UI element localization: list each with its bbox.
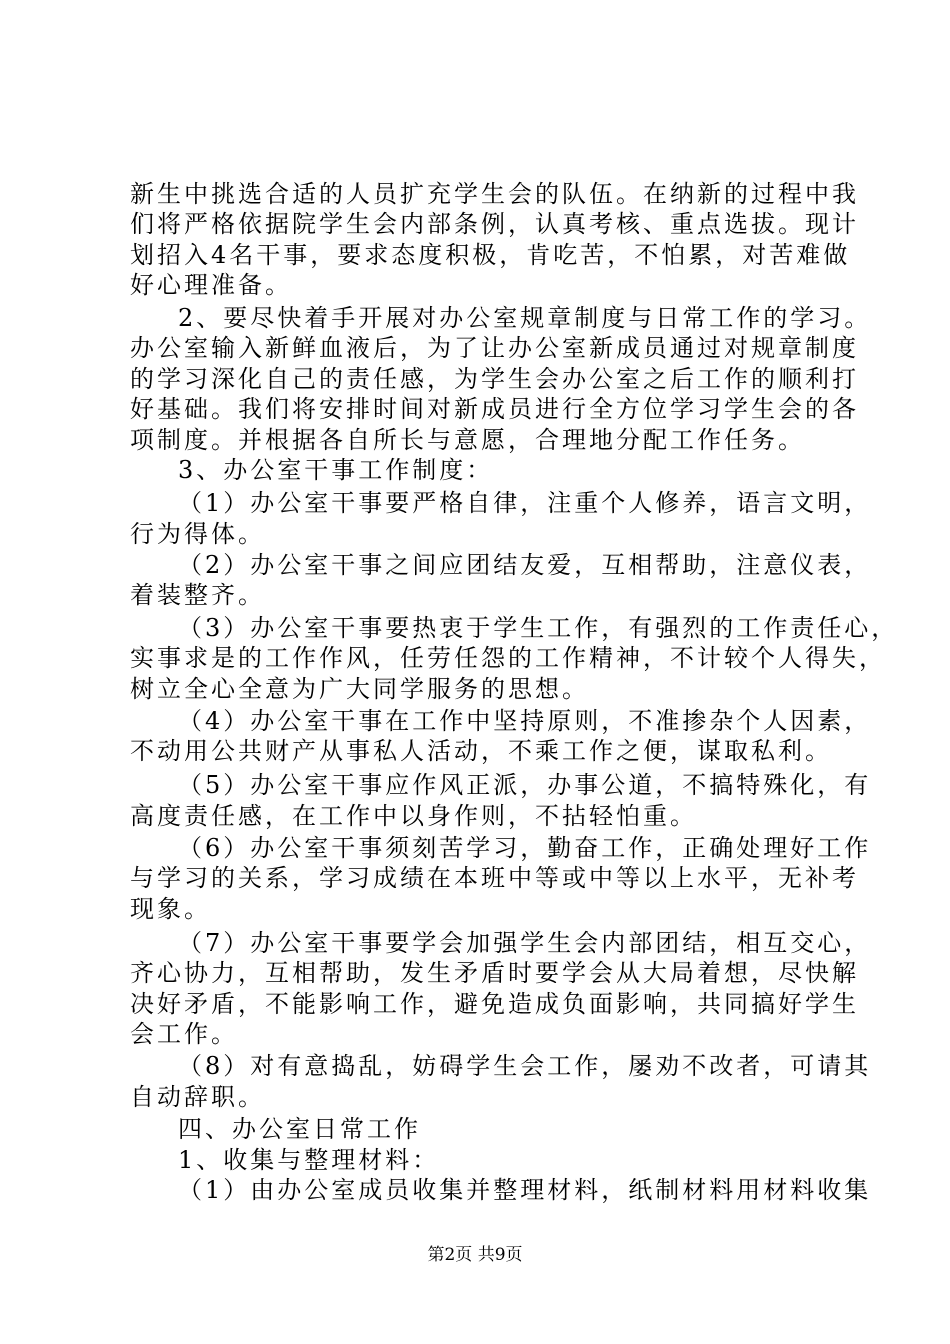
text-line: 现象。 bbox=[130, 895, 211, 923]
text-line: 3、办公室干事工作制度： bbox=[178, 456, 494, 484]
text-line: （1）办公室干事要严格自律，注重个人修养，语言文明， bbox=[178, 489, 872, 517]
text-line: 决好矛盾，不能影响工作，避免造成负面影响，共同搞好学生 bbox=[130, 990, 859, 1018]
text-line: 不动用公共财产从事私人活动，不乘工作之便，谋取私利。 bbox=[130, 737, 832, 765]
text-line: 自动辞职。 bbox=[130, 1083, 265, 1111]
text-line: 行为得体。 bbox=[130, 520, 265, 548]
text-line: 实事求是的工作作风，任劳任怨的工作精神，不计较个人得失， bbox=[130, 644, 886, 672]
text-line: 齐心协力，互相帮助，发生矛盾时要学会从大局着想，尽快解 bbox=[130, 959, 859, 987]
page-footer: 第2页 共9页 bbox=[427, 1245, 523, 1265]
text-line: （6）办公室干事须刻苦学习，勤奋工作，正确处理好工作 bbox=[178, 834, 872, 862]
text-line: （8）对有意捣乱，妨碍学生会工作，屡劝不改者，可请其 bbox=[178, 1052, 872, 1080]
text-line: （2）办公室干事之间应团结友爱，互相帮助，注意仪表， bbox=[178, 551, 872, 579]
text-line: 四、办公室日常工作 bbox=[178, 1115, 421, 1143]
text-line: 的学习深化自己的责任感，为学生会办公室之后工作的顺利打 bbox=[130, 365, 859, 393]
text-line: 1、收集与整理材料： bbox=[178, 1146, 440, 1174]
text-line: 高度责任感，在工作中以身作则，不拈轻怕重。 bbox=[130, 802, 697, 830]
text-line: 树立全心全意为广大同学服务的思想。 bbox=[130, 675, 589, 703]
text-line: 项制度。并根据各自所长与意愿，合理地分配工作任务。 bbox=[130, 426, 805, 454]
text-line: （4）办公室干事在工作中坚持原则，不准掺杂个人因素， bbox=[178, 707, 872, 735]
text-line: 会工作。 bbox=[130, 1020, 238, 1048]
text-line: 着装整齐。 bbox=[130, 581, 265, 609]
text-line: 好基础。我们将安排时间对新成员进行全方位学习学生会的各 bbox=[130, 395, 859, 423]
text-line: 2、要尽快着手开展对办公室规章制度与日常工作的学习。 bbox=[178, 304, 872, 332]
text-line: （1）由办公室成员收集并整理材料，纸制材料用材料收集 bbox=[178, 1176, 872, 1204]
text-line: 新生中挑选合适的人员扩充学生会的队伍。在纳新的过程中我 bbox=[130, 180, 859, 208]
text-line: （3）办公室干事要热衷于学生工作，有强烈的工作责任心， bbox=[178, 614, 899, 642]
text-line: 办公室输入新鲜血液后，为了让办公室新成员通过对规章制度 bbox=[130, 334, 859, 362]
text-line: 们将严格依据院学生会内部条例，认真考核、重点选拔。现计 bbox=[130, 210, 859, 238]
text-line: （7）办公室干事要学会加强学生会内部团结，相互交心， bbox=[178, 929, 872, 957]
text-line: （5）办公室干事应作风正派，办事公道，不搞特殊化，有 bbox=[178, 771, 872, 799]
text-line: 与学习的关系，学习成绩在本班中等或中等以上水平，无补考 bbox=[130, 864, 859, 892]
text-line: 划招入4名干事，要求态度积极，肯吃苦，不怕累，对苦难做 bbox=[130, 241, 851, 269]
text-line: 好心理准备。 bbox=[130, 271, 292, 299]
